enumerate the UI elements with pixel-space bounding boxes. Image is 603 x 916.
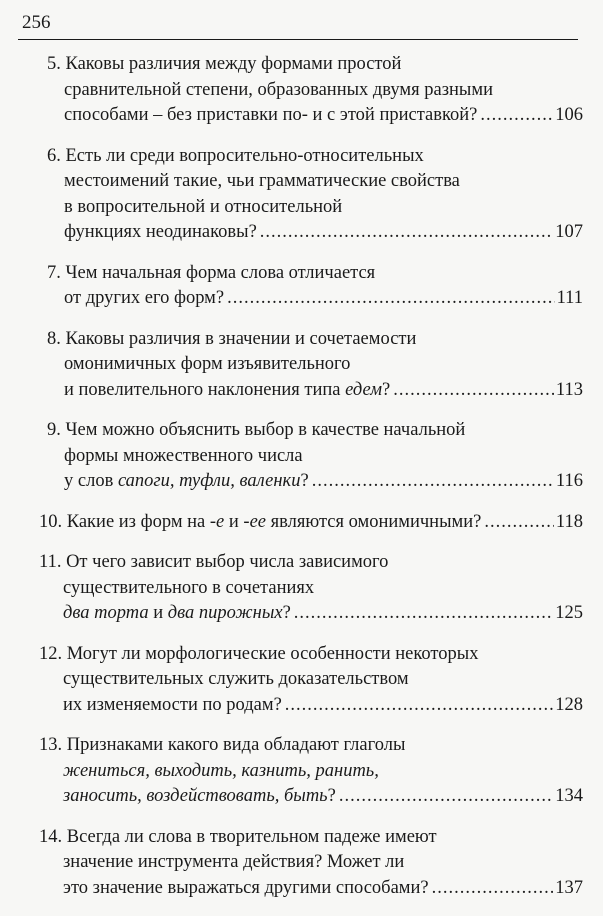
- toc-entry-line: 12. Могут ли морфологические особенности некоторых: [39, 643, 479, 664]
- toc-entry-line: 14. Всегда ли слова в творительном падеже имеют: [39, 826, 437, 847]
- toc-entry-line: местоимений такие, чьи грамматические свойства: [64, 171, 460, 191]
- italic-example: два пирожных: [167, 603, 283, 623]
- dot-leader: [227, 286, 555, 312]
- toc-entry-line: 11. От чего зависит выбор числа зависимого: [39, 552, 389, 572]
- dot-leader: [480, 103, 553, 129]
- toc-entry-line: 7. Чем начальная форма слова отличается: [47, 262, 376, 283]
- italic-example: сапоги, туфли, валенки: [117, 471, 301, 491]
- italic-example: жениться, выходить, казнить, ранить,: [63, 760, 379, 781]
- toc-entry-text: это значение выражаться другими способами?: [63, 877, 429, 898]
- text-segment: ?: [300, 471, 309, 491]
- toc-entry-line: 6. Есть ли среди вопросительно-относительных: [47, 145, 424, 166]
- toc-entry: [0, 261, 603, 312]
- text-segment: ?: [382, 379, 391, 400]
- italic-example: два торта: [63, 603, 149, 623]
- header-rule: [18, 39, 578, 40]
- toc-entry-line: 8. Каковы различия в значении и сочетаемости: [47, 328, 417, 349]
- toc-entry-last-line: [0, 784, 603, 810]
- italic-example: -ее: [243, 511, 267, 532]
- dot-leader: [294, 601, 553, 627]
- toc-entry-text: [39, 510, 481, 536]
- text-segment: ?: [327, 786, 336, 806]
- toc-entry-line: омонимичных форм изъявительного: [64, 354, 351, 374]
- toc-entry: [0, 510, 603, 536]
- toc-entry-text: [64, 469, 309, 495]
- toc-page-number: 111: [556, 288, 583, 308]
- dot-leader: [260, 220, 553, 246]
- toc-entry: [0, 825, 603, 902]
- text-segment: и повелительного наклонения типа: [64, 379, 346, 400]
- italic-example: едем: [345, 379, 383, 400]
- table-of-contents: [0, 52, 603, 916]
- toc-page-number: 137: [555, 877, 583, 898]
- toc-entry-text: [63, 784, 336, 810]
- toc-entry-line: 9. Чем можно объяснить выбор в качестве начальной: [47, 420, 466, 440]
- toc-entry-last-line: [0, 103, 603, 129]
- toc-page-number: 134: [555, 786, 583, 806]
- toc-entry-last-line: [0, 220, 603, 246]
- toc-page-number: 106: [555, 105, 583, 125]
- toc-entry: [0, 144, 603, 246]
- toc-page-number: 116: [555, 471, 583, 491]
- toc-entry-line: существительных служить доказательством: [63, 669, 409, 689]
- toc-page-number: 128: [555, 694, 583, 715]
- toc-entry-text: способами – без приставки по- и с этой приставкой?: [64, 105, 478, 125]
- text-segment: и: [224, 511, 244, 532]
- toc-page-number: 125: [555, 603, 583, 623]
- text-segment: ?: [282, 603, 291, 623]
- toc-entry-text: [63, 601, 291, 627]
- toc-entry-text: функциях неодинаковы?: [64, 222, 257, 242]
- dot-leader: [484, 510, 554, 536]
- toc-entry-line: существительного в сочетаниях: [63, 577, 315, 598]
- text-segment: у слов: [64, 471, 118, 491]
- toc-entry-line: сравнительной степени, образованных двумя разными: [64, 79, 493, 100]
- toc-entry-line: 5. Каковы различия между формами простой: [47, 54, 402, 74]
- toc-entry-last-line: [0, 876, 603, 902]
- text-segment: и: [148, 603, 168, 623]
- toc-entry-last-line: [0, 693, 603, 719]
- toc-entry: [0, 642, 603, 719]
- toc-entry-last-line: [0, 601, 603, 627]
- dot-leader: [432, 876, 554, 902]
- toc-entry-line: в вопросительной и относительной: [64, 196, 343, 217]
- text-segment: 10. Какие из форм на: [39, 511, 210, 532]
- toc-entry: [0, 550, 603, 627]
- toc-entry-text: [64, 378, 390, 404]
- dot-leader: [393, 378, 554, 404]
- italic-example: -е: [209, 511, 225, 532]
- toc-entry-line: формы множественного числа: [64, 445, 303, 466]
- toc-entry-text: от других его форм?: [64, 288, 225, 308]
- toc-page-number: 113: [555, 379, 583, 400]
- toc-entry-text: их изменяемости по родам?: [63, 694, 282, 715]
- italic-example: заносить, воздействовать, быть: [63, 786, 328, 806]
- toc-entry: [0, 327, 603, 404]
- page-number: 256: [22, 12, 51, 33]
- toc-entry-line: 13. Признаками какого вида обладают глаголы: [39, 735, 406, 755]
- toc-entry-last-line: [0, 286, 603, 312]
- text-segment: являются омонимичными?: [266, 511, 482, 532]
- toc-entry-line: [0, 759, 603, 785]
- toc-entry-line: значение инструмента действия? Может ли: [63, 852, 405, 872]
- toc-entry-last-line: [0, 510, 603, 536]
- toc-page-number: 107: [555, 222, 583, 242]
- toc-entry: [0, 733, 603, 810]
- toc-entry: [0, 418, 603, 495]
- dot-leader: [339, 784, 553, 810]
- toc-entry-last-line: [0, 469, 603, 495]
- dot-leader: [312, 469, 554, 495]
- dot-leader: [285, 693, 553, 719]
- toc-entry: [0, 52, 603, 129]
- toc-page-number: 118: [555, 511, 583, 532]
- toc-entry-last-line: [0, 378, 603, 404]
